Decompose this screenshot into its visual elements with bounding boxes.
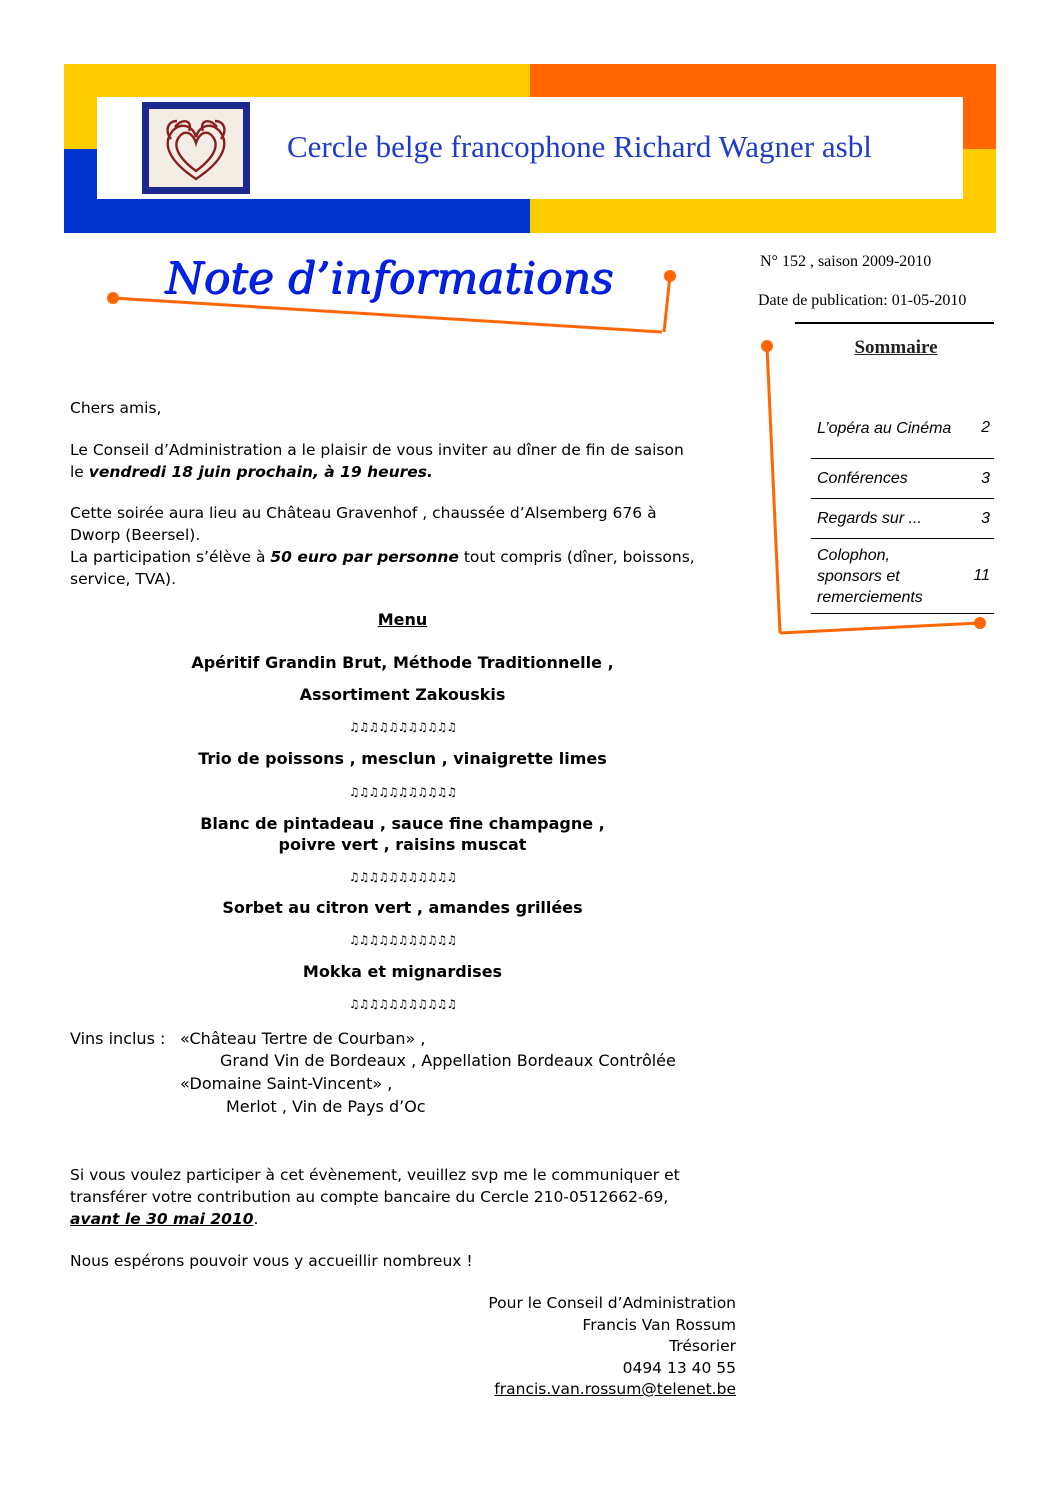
paragraph-line: Si vous voulez participer à cet évènement, veuillez svp me le communiquer et (70, 1166, 680, 1184)
paragraph-line: Cette soirée aura lieu au Château Gravenhof , chaussée d’Alsemberg 676 à (70, 504, 657, 522)
orange-dot (974, 617, 986, 629)
menu-course: Sorbet au citron vert , amandes grillées (222, 898, 583, 917)
toc-label: L’opéra au Cinéma (817, 419, 952, 437)
deadline: avant le 30 mai 2010 (70, 1210, 254, 1228)
toc-page: 3 (981, 509, 990, 527)
signature-block (488, 1293, 736, 1401)
paragraph-line: Dworp (Beersel). (70, 526, 201, 544)
menu-course: Mokka et mignardises (302, 962, 503, 981)
sommaire-title: Sommaire (854, 337, 938, 358)
toc-label: Colophon, sponsors et remerciements (817, 546, 923, 606)
text: tout compris (dîner, boissons, (458, 548, 695, 566)
music-notes-separator: ♫♫♫♫♫♫♫♫♫♫♫ (348, 997, 457, 1011)
divider (795, 322, 994, 324)
text: le (70, 463, 89, 481)
music-notes-separator: ♫♫♫♫♫♫♫♫♫♫♫ (348, 785, 457, 799)
toc-page: 2 (981, 419, 990, 436)
toc-row[interactable] (811, 499, 994, 539)
music-notes-separator: ♫♫♫♫♫♫♫♫♫♫♫ (348, 720, 457, 734)
paragraph-invitation (70, 439, 684, 483)
menu-title: Menu (377, 610, 428, 629)
wines-label: Vins inclus : (70, 1029, 166, 1048)
wine-line: «Domaine Saint-Vincent» , (180, 1074, 393, 1093)
greeting: Chers amis, (70, 399, 162, 417)
signature-line: Pour le Conseil d’Administration (488, 1294, 736, 1312)
paragraph-line: service, TVA). (70, 570, 177, 588)
wine-line: Merlot , Vin de Pays d’Oc (226, 1097, 426, 1116)
orange-dot (761, 340, 773, 352)
signature-email-link[interactable]: francis.van.rossum@telenet.be (494, 1380, 736, 1398)
text: La participation s’élève à (70, 548, 271, 566)
menu-course: poivre vert , raisins muscat (278, 835, 527, 854)
toc-label: Conférences (817, 470, 908, 487)
toc-row[interactable] (811, 459, 994, 499)
wine-line: Grand Vin de Bordeaux , Appellation Bordeaux Contrôlée (220, 1051, 676, 1070)
publication-date: Date de publication: 01-05-2010 (758, 292, 967, 309)
toc-page: 3 (981, 469, 990, 487)
signature-phone: 0494 13 40 55 (622, 1358, 736, 1377)
newsletter-title: Note d’informations (165, 253, 614, 304)
sommaire-left-stroke (767, 346, 780, 633)
table-of-contents (811, 398, 994, 614)
menu-course: Blanc de pintadeau , sauce fine champagne , (200, 814, 605, 833)
toc-page: 11 (973, 567, 990, 584)
signature-name: Francis Van Rossum (582, 1315, 736, 1334)
orange-dot (664, 270, 676, 282)
paragraph-line: Le Conseil d’Administration a le plaisir de vous inviter au dîner de fin de saison (70, 441, 684, 459)
paragraph-closing (70, 1164, 680, 1230)
paragraph-line (70, 546, 695, 568)
toc-row[interactable] (811, 398, 994, 459)
price: 50 euro par personne (270, 548, 459, 566)
event-date: vendredi 18 juin prochain, à 19 heures. (88, 463, 433, 481)
music-notes-separator: ♫♫♫♫♫♫♫♫♫♫♫ (348, 870, 457, 884)
paragraph-line: transférer votre contribution au compte bancaire du Cercle 210-0512662-69, (70, 1188, 669, 1206)
menu-course: Trio de poissons , mesclun , vinaigrette limes (198, 749, 607, 768)
signature-role: Trésorier (669, 1337, 736, 1355)
toc-row[interactable] (811, 539, 994, 614)
wine-line: «Château Tertre de Courban» , (180, 1029, 426, 1048)
music-notes-separator: ♫♫♫♫♫♫♫♫♫♫♫ (348, 933, 457, 947)
text: . (253, 1210, 259, 1228)
paragraph-line (70, 461, 684, 483)
paragraph-line (70, 1208, 680, 1230)
menu-course: Assortiment Zakouskis (299, 685, 506, 704)
toc-label: Regards sur ... (817, 510, 922, 527)
menu-course: Apéritif Grandin Brut, Méthode Traditionnelle , (191, 653, 614, 672)
title-side-stroke (664, 276, 670, 332)
organization-name: Cercle belge francophone Richard Wagner asbl (287, 129, 872, 164)
orange-dot (107, 292, 119, 304)
paragraph-venue (70, 502, 695, 590)
issue-number: N° 152 , saison 2009-2010 (760, 253, 932, 270)
closing-hope: Nous espérons pouvoir vous y accueillir nombreux ! (70, 1252, 473, 1270)
sommaire-bottom-stroke (780, 623, 980, 633)
